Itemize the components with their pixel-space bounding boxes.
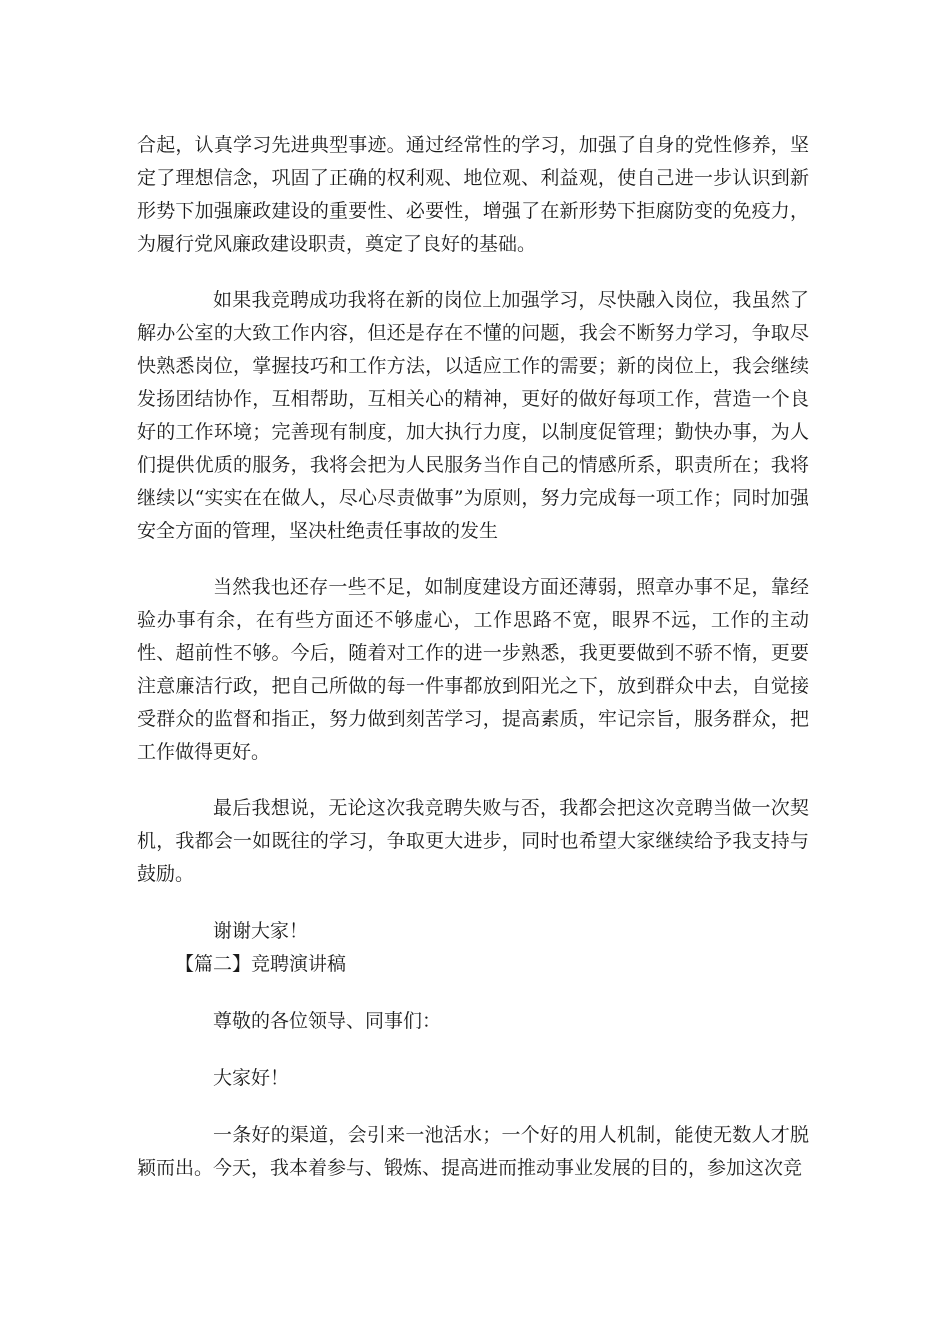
paragraph-plan: 如果我竞聘成功我将在新的岗位上加强学习，尽快融入岗位，我虽然了解办公室的大致工作内容，但还是存在不懂的问题，我会不断努力学习，争取尽快熟悉岗位，掌握技巧和工作方法，以适应工作的需要；新的岗位上，我会继续发扬团结协作，互相帮助，互相关心的精神，更好的做好每项工作，营造一个良好的工作环境；完善现有制度，加大执行力度，以制度促管理；勤快办事，为人们提供优质的服务，我将会把为人民服务当作自己的情感所系，职责所在；我将继续以“实实在在做人，尽心尽责做事”为原则，努力完成每一项工作；同时加强安全方面的管理，坚决杜绝责任事故的发生 bbox=[137, 289, 809, 542]
paragraph-greeting: 尊敬的各位领导、同事们： bbox=[213, 1010, 442, 1032]
paragraph-closing: 最后我想说，无论这次我竞聘失败与否，我都会把这次竞聘当做一次契机，我都会一如既往的学习，争取更大进步，同时也希望大家继续给予我支持与鼓励。 bbox=[137, 797, 809, 885]
paragraph-thanks: 谢谢大家！ bbox=[213, 920, 309, 942]
section-heading: 【篇二】竞聘演讲稿 bbox=[175, 953, 347, 975]
paragraph-hello: 大家好！ bbox=[213, 1067, 290, 1089]
paragraph-study: 合起，认真学习先进典型事迹。通过经常性的学习，加强了自身的党性修养，坚定了理想信念，巩固了正确的权利观、地位观、利益观，使自己进一步认识到新形势下加强廉政建设的重要性、必要性，增强了在新形势下拒腐防变的免疫力，为履行党风廉政建设职责，奠定了良好的基础。 bbox=[137, 134, 809, 255]
paragraph-shortcomings: 当然我也还存一些不足，如制度建设方面还薄弱，照章办事不足，靠经验办事有余，在有些方面还不够虚心，工作思路不宽，眼界不远，工作的主动性、超前性不够。今后，随着对工作的进一步熟悉，我更要做到不骄不惰，更要注意廉洁行政，把自己所做的每一件事都放到阳光之下，放到群众中去，自觉接受群众的监督和指正，努力做到刻苦学习，提高素质，牢记宗旨，服务群众，把工作做得更好。 bbox=[137, 576, 809, 763]
document-page bbox=[137, 129, 809, 1185]
paragraph-opening: 一条好的渠道，会引来一池活水；一个好的用人机制，能使无数人才脱颖而出。今天，我本着参与、锻炼、提高进而推动事业发展的目的，参加这次竞 bbox=[137, 1124, 809, 1179]
